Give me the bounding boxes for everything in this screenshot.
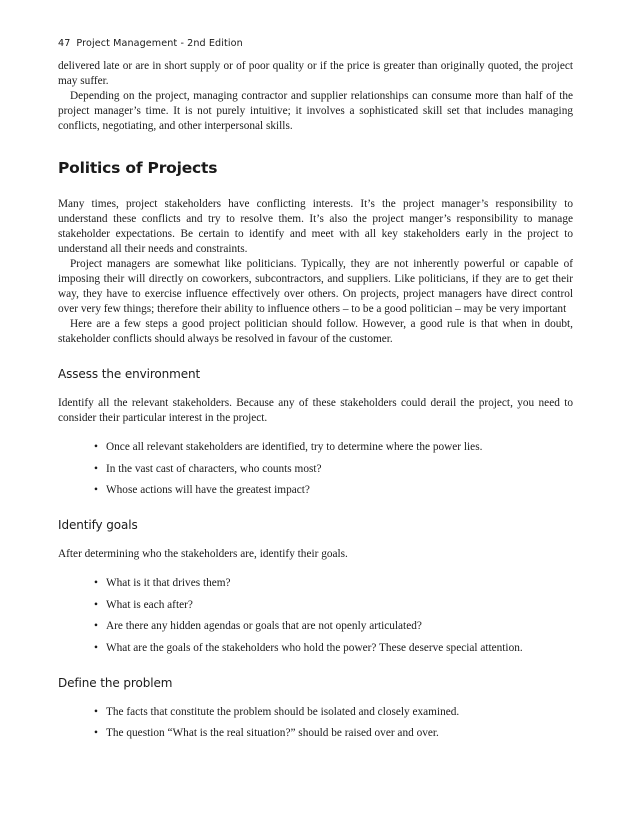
section-paragraph-2: Project managers are somewhat like politicians. Typically, they are not inherently powerful or capable of imposing their will directly on coworkers, subcontractors, and suppliers. Like politicians, if they are to get their way, they have to exercise influence effectively over others. On projects, project managers have direct control over very few things; therefore their ability to influence others – to be a good politician – may be very important [58, 258, 573, 315]
list-item [94, 641, 573, 656]
list-item [94, 705, 573, 720]
list-item-text: Once all relevant stakeholders are identified, try to determine where the power lies. [106, 441, 483, 453]
bullet-icon: • [94, 727, 98, 739]
list-item [94, 483, 573, 498]
book-title: Project Management - 2nd Edition [76, 38, 243, 49]
bullet-icon: • [94, 577, 98, 589]
bullet-icon: • [94, 441, 98, 453]
subheading-goals: Identify goals [58, 518, 138, 532]
list-item [94, 576, 573, 591]
list-item-text: Whose actions will have the greatest impact? [106, 484, 310, 496]
section-paragraph-1: Many times, project stakeholders have conflicting interests. It’s the project manager’s responsibility to understand these conflicts and try to resolve them. It’s also the project manger’s responsibility to manage stakeholder expectations. Be certain to identify and meet with all key stakeholders early in the project to understand all their needs and constraints. [58, 198, 573, 255]
assess-paragraph: Identify all the relevant stakeholders. Because any of these stakeholders could derail the project, you need to consider their particular interest in the project. [58, 397, 573, 424]
problem-bullet-list [58, 705, 573, 742]
list-item [94, 598, 573, 613]
goals-bullet-list [58, 576, 573, 656]
bullet-icon: • [94, 641, 98, 654]
list-item [94, 726, 573, 741]
bullet-icon: • [94, 462, 98, 475]
section-heading: Politics of Projects [58, 159, 218, 177]
section-paragraph-3: Here are a few steps a good project politician should follow. However, a good rule is that when in doubt, stakeholder conflicts should always be resolved in favour of the customer. [58, 318, 573, 345]
list-item-text: The facts that constitute the problem should be isolated and closely examined. [106, 705, 460, 718]
subheading-problem: Define the problem [58, 675, 173, 690]
page-number: 47 [58, 38, 71, 49]
list-item [94, 440, 573, 455]
list-item-text: In the vast cast of characters, who counts most? [106, 462, 322, 475]
intro-paragraph-2: Depending on the project, managing contractor and supplier relationships can consume more than half of the project manager’s time. It is not purely intuitive; it involves a sophisticated skill set that includes managing conflicts, negotiating, and other interpersonal skills. [58, 90, 573, 132]
list-item-text: What is it that drives them? [106, 577, 231, 589]
subheading-assess: Assess the environment [58, 367, 201, 381]
list-item-text: What are the goals of the stakeholders who hold the power? These deserve special attention. [106, 641, 523, 654]
list-item [94, 619, 573, 634]
bullet-icon: • [94, 620, 98, 632]
running-header [58, 36, 573, 51]
list-item-text: The question “What is the real situation?” should be raised over and over. [106, 727, 439, 739]
list-item [94, 462, 573, 477]
bullet-icon: • [94, 484, 98, 496]
goals-paragraph: After determining who the stakeholders are, identify their goals. [58, 548, 348, 560]
bullet-icon: • [94, 705, 98, 718]
bullet-icon: • [94, 598, 98, 611]
list-item-text: What is each after? [106, 598, 193, 611]
document-page [58, 36, 573, 748]
list-item-text: Are there any hidden agendas or goals that are not openly articulated? [106, 620, 422, 632]
assess-bullet-list [58, 440, 573, 498]
intro-paragraph-1: delivered late or are in short supply or of poor quality or if the price is greater than originally quoted, the project may suffer. [58, 60, 573, 87]
